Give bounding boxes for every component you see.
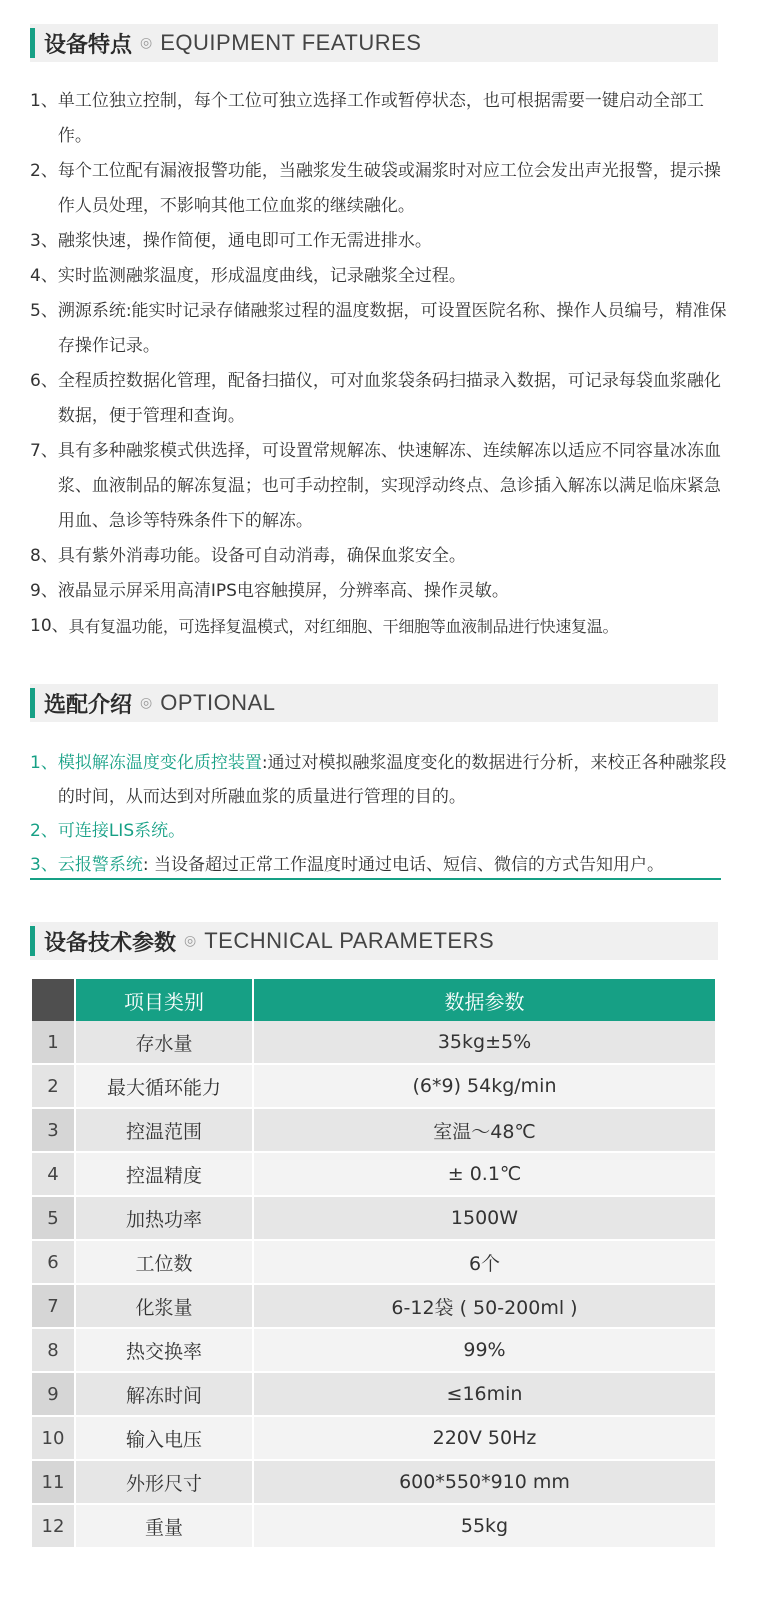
item-highlight: 模拟解冻温度变化质控装置 (57, 753, 262, 773)
row-index: 1 (32, 1021, 76, 1065)
item-number: 1、 (30, 91, 58, 111)
column-header-name: 项目类别 (76, 979, 254, 1021)
table-row (32, 1153, 717, 1197)
table-header-row (32, 979, 717, 1021)
row-name: 重量 (76, 1505, 254, 1549)
item-text: 液晶显示屏采用高清IPS电容触摸屏，分辨率高、操作灵敏。 (57, 581, 509, 601)
row-value: 35kg±5% (254, 1021, 717, 1065)
row-value: 220V 50Hz (254, 1417, 717, 1461)
row-name: 存水量 (76, 1021, 254, 1065)
item-number: 8、 (30, 546, 58, 566)
list-item (30, 539, 730, 574)
table-row (32, 1109, 717, 1153)
list-item (30, 259, 730, 294)
item-body (58, 814, 185, 848)
table-row (32, 1329, 717, 1373)
item-number: 9、 (30, 581, 58, 601)
table-row (32, 1021, 717, 1065)
technical-header (30, 922, 718, 960)
section-title-en: TECHNICAL PARAMETERS (204, 928, 495, 953)
target-icon: ◎ (140, 695, 153, 711)
table-row (32, 1373, 717, 1417)
item-text: 具有紫外消毒功能。设备可自动消毒，确保血浆安全。 (57, 546, 466, 566)
table-row (32, 1065, 717, 1109)
item-number: 2、 (30, 161, 58, 181)
item-number: 5、 (30, 301, 58, 321)
item-text: 融浆快速，操作简便，通电即可工作无需进排水。 (57, 231, 432, 251)
table-row (32, 1417, 717, 1461)
row-value: ± 0.1℃ (254, 1153, 717, 1197)
table-row (32, 1461, 717, 1505)
row-value: ≤16min (254, 1373, 717, 1417)
row-value: 600*550*910 mm (254, 1461, 717, 1505)
row-name: 外形尺寸 (76, 1461, 254, 1505)
row-index: 9 (32, 1373, 76, 1417)
list-item (30, 224, 730, 259)
row-value: 99% (254, 1329, 717, 1373)
list-item (30, 814, 730, 848)
row-value: 6个 (254, 1241, 717, 1285)
table-row (32, 1285, 717, 1329)
item-highlight: 云报警系统 (57, 855, 143, 875)
item-text: 实时监测融浆温度，形成温度曲线，记录融浆全过程。 (57, 266, 466, 286)
section-accent-bar (30, 28, 35, 58)
row-name: 加热功率 (76, 1197, 254, 1241)
optional-list (30, 746, 730, 882)
section-title-cn: 选配介绍 (44, 692, 133, 718)
divider (30, 878, 721, 880)
list-item (30, 434, 730, 539)
row-name: 输入电压 (76, 1417, 254, 1461)
list-item (30, 84, 730, 154)
column-header-index (32, 979, 76, 1021)
row-value: 室温～48℃ (254, 1109, 717, 1153)
item-text: 具有多种融浆模式供选择，可设置常规解冻、快速解冻、连续解冻以适应不同容量冰冻血浆、血液制品的解冻复温；也可手动控制，实现浮动终点、急诊插入解冻以满足临床紧急用血、急诊等特殊条件下的解冻。 (57, 441, 721, 531)
item-number: 3、 (30, 231, 58, 251)
row-index: 12 (32, 1505, 76, 1549)
item-text: 单工位独立控制，每个工位可独立选择工作或暂停状态，也可根据需要一键启动全部工作。 (57, 91, 704, 146)
row-value: 55kg (254, 1505, 717, 1549)
row-index: 2 (32, 1065, 76, 1109)
equipment-features-header (30, 24, 718, 62)
row-index: 5 (32, 1197, 76, 1241)
target-icon: ◎ (184, 933, 197, 949)
row-name: 控温精度 (76, 1153, 254, 1197)
list-item (30, 294, 730, 364)
item-text: 溯源系统:能实时记录存储融浆过程的温度数据，可设置医院名称、操作人员编号，精准保存操作记录。 (57, 301, 727, 356)
list-item (30, 746, 730, 814)
row-value: (6*9) 54kg/min (254, 1065, 717, 1109)
section-title-en: EQUIPMENT FEATURES (160, 30, 422, 55)
table-row (32, 1197, 717, 1241)
item-text: 全程质控数据化管理，配备扫描仪，可对血浆袋条码扫描录入数据，可记录每袋血浆融化数据，便于管理和查询。 (57, 371, 721, 426)
list-item (30, 364, 730, 434)
item-text: 每个工位配有漏液报警功能，当融浆发生破袋或漏浆时对应工位会发出声光报警，提示操作人员处理，不影响其他工位血浆的继续融化。 (57, 161, 721, 216)
optional-header (30, 684, 718, 722)
item-body (58, 746, 730, 814)
item-highlight: 可连接LIS系统。 (57, 821, 186, 841)
section-title-cn: 设备特点 (44, 32, 133, 58)
target-icon: ◎ (140, 35, 153, 51)
item-number: 6、 (30, 371, 58, 391)
row-name: 控温范围 (76, 1109, 254, 1153)
row-name: 化浆量 (76, 1285, 254, 1329)
list-item (30, 154, 730, 224)
item-body (58, 848, 664, 882)
row-name: 解冻时间 (76, 1373, 254, 1417)
list-item (30, 609, 730, 644)
section-title-cn: 设备技术参数 (44, 930, 177, 956)
item-number: 3、 (30, 855, 58, 875)
row-index: 4 (32, 1153, 76, 1197)
parameters-table (32, 979, 717, 1549)
row-name: 最大循环能力 (76, 1065, 254, 1109)
item-text: 具有复温功能，可选择复温模式，对红细胞、干细胞等血液制品进行快速复温。 (68, 617, 619, 636)
item-number: 4、 (30, 266, 58, 286)
section-accent-bar (30, 926, 35, 956)
item-number: 7、 (30, 441, 58, 461)
row-name: 热交换率 (76, 1329, 254, 1373)
column-header-value: 数据参数 (254, 979, 717, 1021)
row-name: 工位数 (76, 1241, 254, 1285)
list-item (30, 848, 730, 882)
table-row (32, 1241, 717, 1285)
item-number: 10、 (30, 616, 69, 636)
section-accent-bar (30, 688, 35, 718)
row-value: 6-12袋 ( 50-200ml ) (254, 1285, 717, 1329)
row-index: 6 (32, 1241, 76, 1285)
item-number: 1、 (30, 753, 58, 773)
list-item (30, 574, 730, 609)
row-index: 11 (32, 1461, 76, 1505)
feature-list (30, 84, 730, 644)
row-index: 10 (32, 1417, 76, 1461)
row-value: 1500W (254, 1197, 717, 1241)
table-row (32, 1505, 717, 1549)
section-title-en: OPTIONAL (160, 690, 276, 715)
item-text: :通过对模拟融浆温度变化的数据进行分析，来校正各种融浆段的时间，从而达到对所融血浆的质量进行管理的目的。 (57, 753, 727, 807)
row-index: 7 (32, 1285, 76, 1329)
row-index: 3 (32, 1109, 76, 1153)
item-number: 2、 (30, 821, 58, 841)
row-index: 8 (32, 1329, 76, 1373)
item-text: : 当设备超过正常工作温度时通过电话、短信、微信的方式告知用户。 (142, 855, 664, 875)
